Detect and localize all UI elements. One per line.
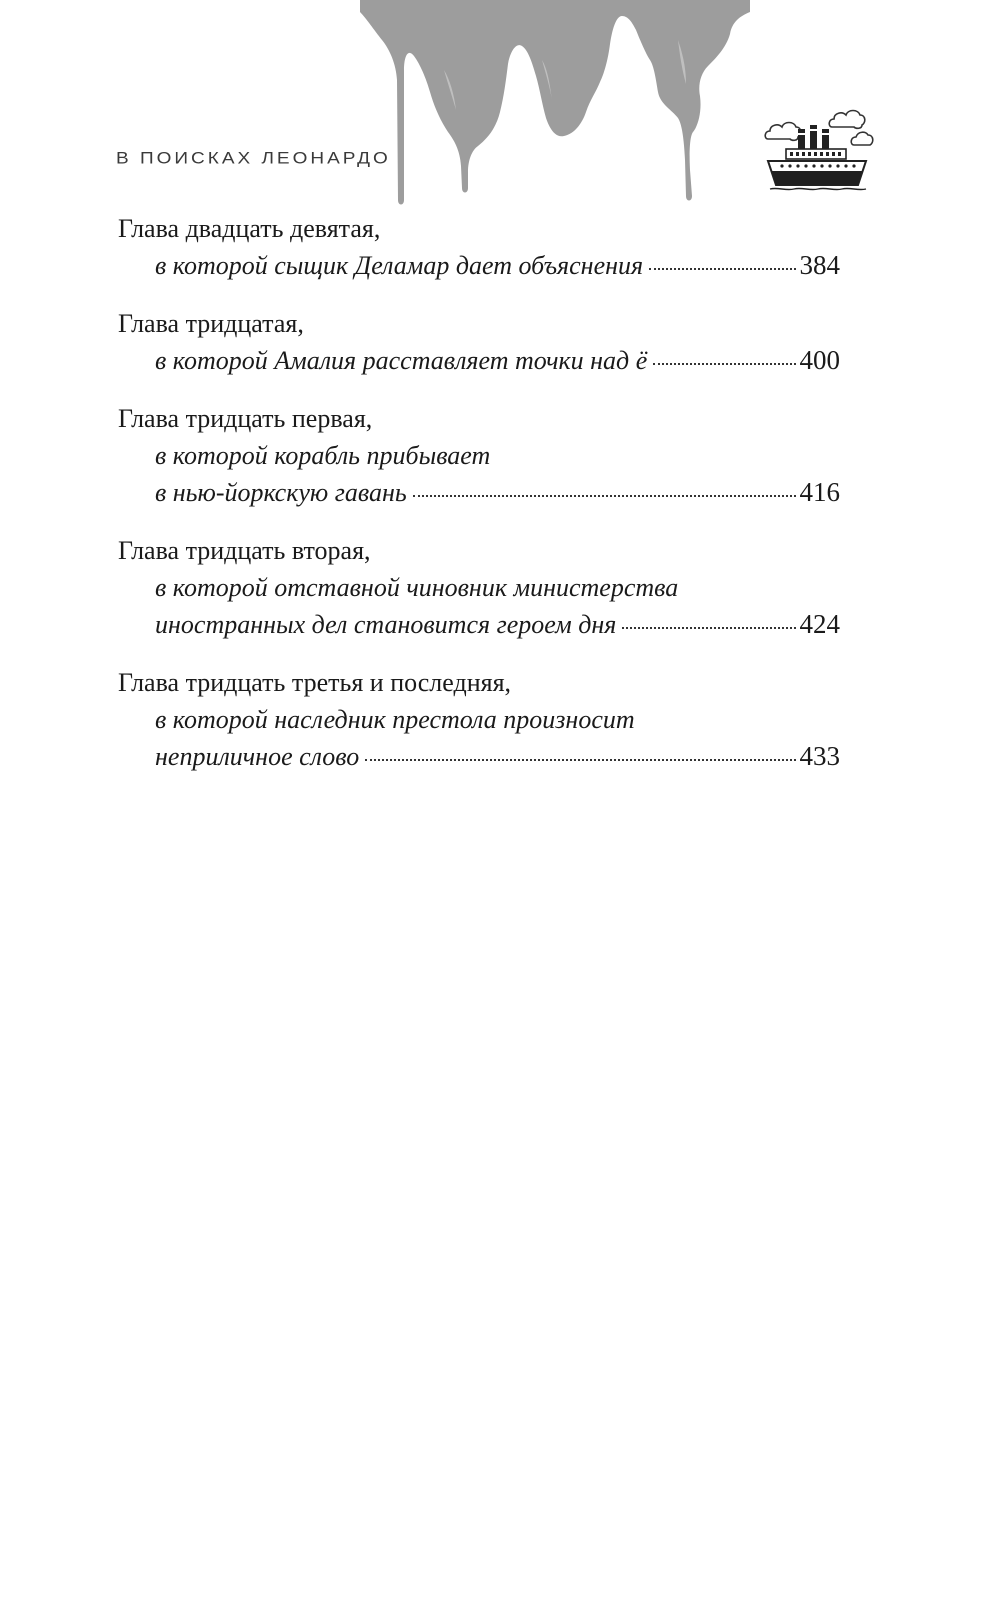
chapter-subtitle-line: в которой корабль прибывает (155, 441, 491, 470)
chapter-subtitle-line (118, 474, 840, 511)
chapter-subtitle-text: в которой сыщик Деламар дает объяснения (155, 251, 644, 280)
chapter-subtitle-line (118, 247, 840, 284)
dot-leader (365, 759, 795, 761)
chapter-subtitle-line (118, 342, 840, 379)
paint-drips-decoration (360, 0, 750, 205)
chapter-title: Глава тридцатая, (118, 309, 304, 338)
toc-entry-chapter-33[interactable] (118, 664, 840, 775)
page-number: 424 (799, 609, 840, 639)
toc-entry-chapter-31[interactable] (118, 400, 840, 511)
running-head-title: В ПОИСКАХ ЛЕОНАРДО (116, 150, 391, 168)
chapter-subtitle-text: иностранных дел становится героем дня (155, 610, 617, 639)
toc-entry-chapter-30[interactable] (118, 305, 840, 379)
chapter-subtitle-line (118, 606, 840, 643)
dot-leader (649, 268, 795, 270)
table-of-contents (118, 210, 840, 796)
chapter-title: Глава двадцать девятая, (118, 214, 381, 243)
toc-entry-chapter-29[interactable] (118, 210, 840, 284)
chapter-subtitle-text: в которой Амалия расставляет точки над ё (155, 346, 648, 375)
page-number: 416 (799, 477, 840, 507)
chapter-title: Глава тридцать вторая, (118, 536, 371, 565)
page-number: 384 (799, 250, 840, 280)
chapter-title: Глава тридцать первая, (118, 404, 373, 433)
steamship-icon (762, 105, 878, 195)
chapter-subtitle-line (118, 738, 840, 775)
page-number: 433 (799, 741, 840, 771)
chapter-subtitle-line: в которой отставной чиновник министерства (155, 573, 679, 602)
dot-leader (413, 495, 796, 497)
chapter-subtitle-text: в нью-йоркскую гавань (155, 478, 407, 507)
toc-entry-chapter-32[interactable] (118, 532, 840, 643)
chapter-subtitle-line: в которой наследник престола произносит (155, 705, 635, 734)
chapter-subtitle-text: неприличное слово (155, 742, 360, 771)
dot-leader (653, 363, 795, 365)
dot-leader (622, 627, 795, 629)
chapter-title: Глава тридцать третья и последняя, (118, 668, 512, 697)
page-number: 400 (799, 345, 840, 375)
